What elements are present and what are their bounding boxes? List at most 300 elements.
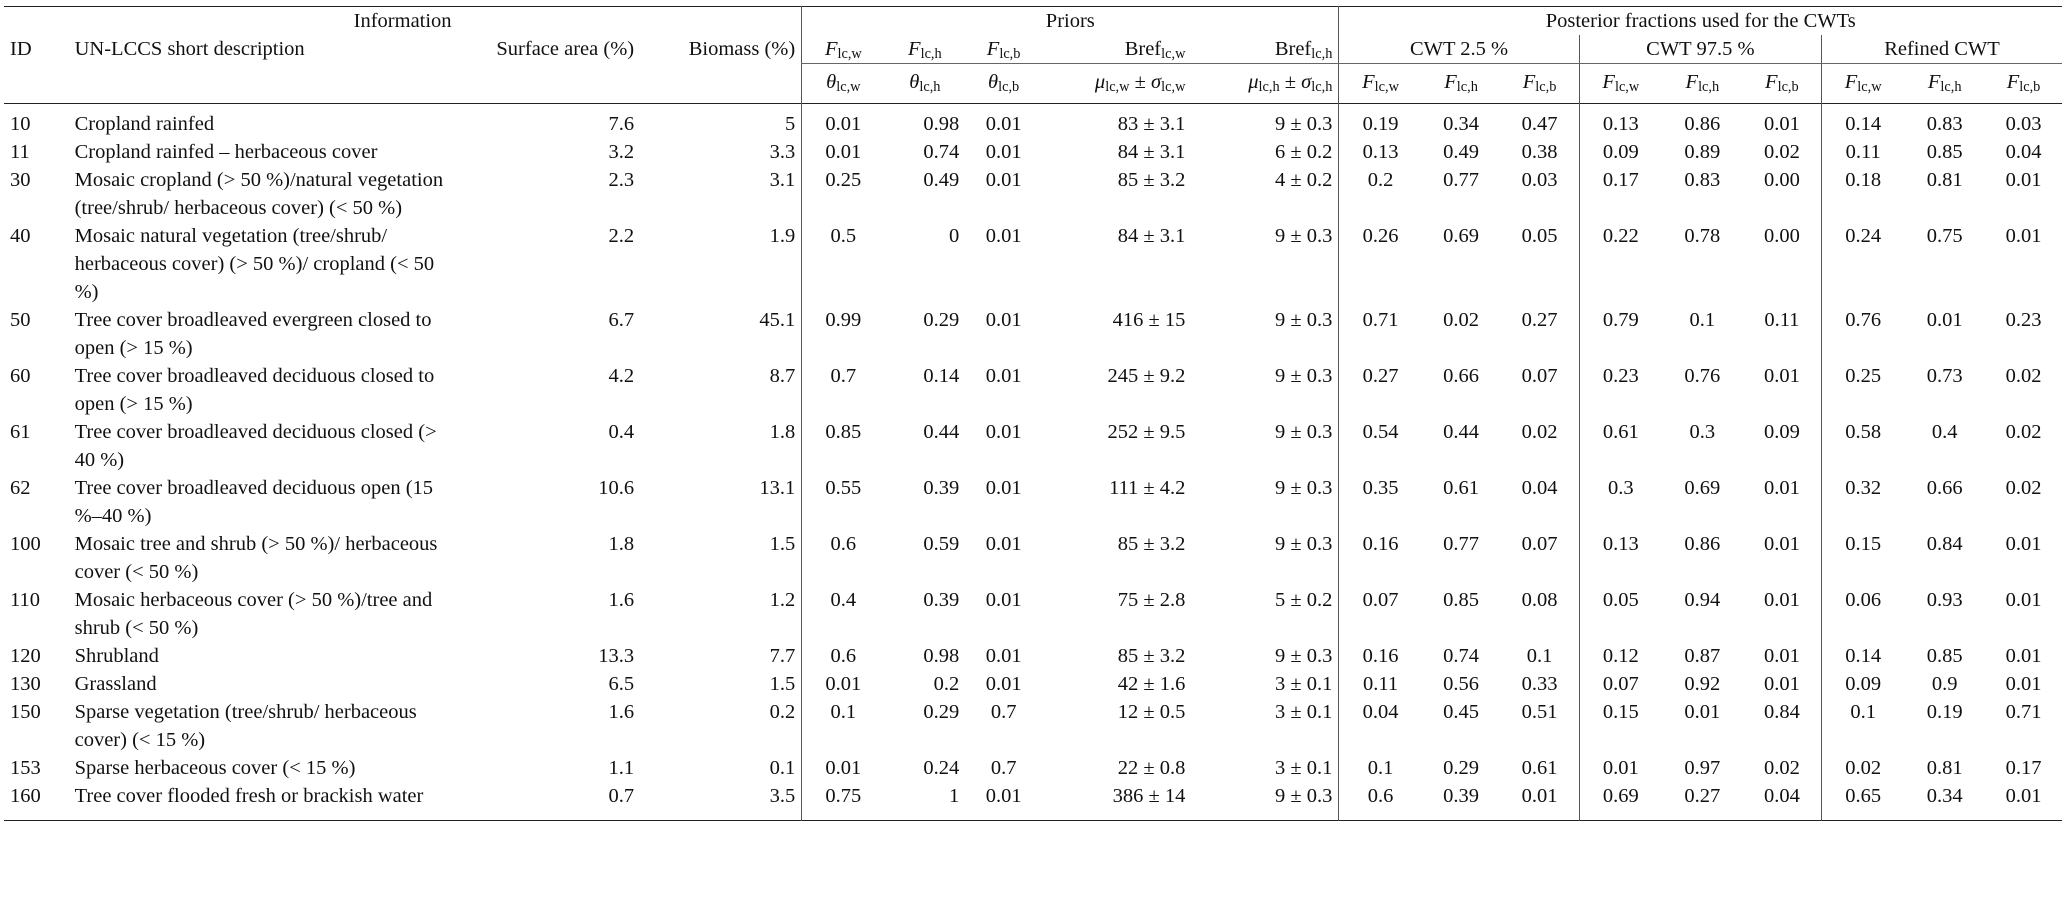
cell-bw: 84 ± 3.1 [1117,225,1186,247]
cell-biomass: 1.2 [769,589,796,611]
cell-rb: 0.01 [2005,673,2042,695]
cell-lh: 0.77 [1443,169,1479,191]
cell-lw: 0.19 [1339,104,1422,139]
cell-lw: 0.6 [1339,782,1422,821]
table-row [4,754,2062,782]
cell-rh: 0.85 [1926,141,1963,163]
cell-hb: 0.84 [1763,701,1800,723]
cell-surface: 0.7 [608,785,635,807]
cell-lb: 0.07 [1521,365,1558,387]
cell-hb: 0.00 [1763,225,1800,247]
cell-surface: 0.4 [608,421,635,443]
cell-rw: 0.14 [1822,104,1905,139]
cell-desc: Tree cover broadleaved deciduous closed to open (> 15 %) [74,365,435,415]
cell-bw: 85 ± 3.2 [1117,169,1186,191]
cell-rb: 0.03 [2005,113,2042,135]
cell-lh: 0.45 [1443,701,1479,723]
cell-bh: 9 ± 0.3 [1275,645,1333,667]
cell-rh: 0.4 [1931,421,1958,443]
cell-rw: 0.25 [1822,362,1905,418]
cell-bw: 22 ± 0.8 [1117,757,1186,779]
cell-bh: 9 ± 0.3 [1275,421,1333,443]
cell-ph: 0.39 [923,477,960,499]
cell-id: 150 [10,701,41,723]
cell-pw: 0.5 [802,222,885,306]
cell-lh: 0.02 [1443,309,1479,331]
cell-lh: 0.39 [1443,785,1479,807]
cell-bw: 85 ± 3.2 [1117,645,1186,667]
cell-hw: 0.05 [1579,586,1662,642]
cell-pb: 0.01 [985,225,1022,247]
cell-desc: Cropland rainfed – herbaceous cover [74,141,378,163]
cell-hw: 0.61 [1579,418,1662,474]
cwt-low-header: CWT 2.5 % [1339,35,1579,64]
cell-hb: 0.01 [1763,477,1800,499]
cell-ph: 0.49 [923,169,960,191]
low-flch-header: $F_{lc,h}$ [1444,71,1478,95]
cell-pb: 0.01 [985,113,1022,135]
cell-pw: 0.1 [802,698,885,754]
cell-rb: 0.01 [2005,589,2042,611]
cell-surface: 1.6 [608,589,635,611]
cell-bh: 6 ± 0.2 [1275,141,1333,163]
cell-bh: 4 ± 0.2 [1275,169,1333,191]
table-row [4,782,2062,821]
cell-pb: 0.01 [985,589,1022,611]
cell-rw: 0.09 [1822,670,1905,698]
cell-rh: 0.81 [1926,757,1963,779]
cell-biomass: 1.8 [769,421,796,443]
cell-bw: 12 ± 0.5 [1117,701,1186,723]
cell-hb: 0.02 [1763,141,1800,163]
cell-bh: 9 ± 0.3 [1275,477,1333,499]
cell-hh: 0.94 [1684,589,1721,611]
cell-hh: 0.3 [1689,421,1716,443]
cell-surface: 4.2 [608,365,635,387]
cell-ph: 0 [949,225,960,247]
cell-lw: 0.16 [1339,530,1422,586]
cell-bh: 9 ± 0.3 [1275,225,1333,247]
cell-lb: 0.1 [1526,645,1553,667]
cell-rb: 0.17 [2005,757,2042,779]
cell-bh: 9 ± 0.3 [1275,113,1333,135]
cell-desc: Mosaic cropland (> 50 %)/natural vegetation (tree/shrub/ herbaceous cover) (< 50 %) [74,169,444,219]
cell-rb: 0.02 [2005,365,2042,387]
cell-lh: 0.69 [1443,225,1479,247]
priors-header: Priors [802,7,1339,36]
cell-bh: 3 ± 0.1 [1275,673,1333,695]
cell-lh: 0.61 [1443,477,1479,499]
cell-id: 11 [10,141,30,163]
cell-desc: Cropland rainfed [74,113,215,135]
cell-rw: 0.14 [1822,642,1905,670]
cell-lh: 0.74 [1443,645,1479,667]
cell-rw: 0.24 [1822,222,1905,306]
prior-flch-header: $F_{lc,h}$ [885,35,966,64]
cell-rb: 0.71 [2005,701,2042,723]
cell-pb: 0.01 [985,477,1022,499]
cell-hh: 0.01 [1684,701,1721,723]
cell-biomass: 1.9 [769,225,796,247]
high-flcb-header: $F_{lc,b}$ [1765,71,1799,95]
cell-biomass: 0.1 [769,757,796,779]
cell-hw: 0.13 [1579,530,1662,586]
table-row [4,306,2062,362]
cell-id: 153 [10,757,41,779]
cell-lb: 0.33 [1521,673,1558,695]
cell-pw: 0.7 [802,362,885,418]
cell-rb: 0.01 [2005,785,2042,807]
cell-lw: 0.1 [1339,754,1422,782]
cell-hw: 0.79 [1579,306,1662,362]
table-row [4,530,2062,586]
cell-pw: 0.6 [802,530,885,586]
cell-ph: 0.39 [923,589,960,611]
cell-biomass: 0.2 [769,701,796,723]
cell-desc: Shrubland [74,645,159,667]
cell-ph: 0.59 [923,533,960,555]
cell-bw: 386 ± 14 [1112,785,1186,807]
header-row-symbols [4,64,2062,104]
id-header: ID [10,38,32,60]
cell-rh: 0.9 [1931,673,1958,695]
cell-rw: 0.06 [1822,586,1905,642]
cell-bw: 83 ± 3.1 [1117,113,1186,135]
cell-pb: 0.01 [985,169,1022,191]
cell-hw: 0.22 [1579,222,1662,306]
cell-lh: 0.49 [1443,141,1479,163]
cell-surface: 1.8 [608,533,635,555]
cell-lb: 0.03 [1521,169,1558,191]
cell-rh: 0.19 [1926,701,1963,723]
prior-flcw-header: $F_{lc,w}$ [802,35,885,64]
cell-id: 120 [10,645,41,667]
cell-rh: 0.66 [1926,477,1963,499]
posterior-header: Posterior fractions used for the CWTs [1339,7,2062,36]
cell-biomass: 1.5 [769,533,796,555]
cell-rb: 0.01 [2005,225,2042,247]
cell-surface: 13.3 [598,645,635,667]
cell-ph: 0.29 [923,309,960,331]
desc-header: UN-LCCS short description [74,38,305,60]
cell-biomass: 1.5 [769,673,796,695]
cell-pw: 0.4 [802,586,885,642]
cell-surface: 7.6 [608,113,635,135]
cell-desc: Sparse herbaceous cover (< 15 %) [74,757,356,779]
cell-bh: 9 ± 0.3 [1275,309,1333,331]
cell-lw: 0.35 [1339,474,1422,530]
cwt-table [4,6,2062,821]
cell-rh: 0.73 [1926,365,1963,387]
cell-pw: 0.85 [802,418,885,474]
cell-rh: 0.84 [1926,533,1963,555]
cell-ph: 0.98 [923,645,960,667]
cell-rw: 0.76 [1822,306,1905,362]
cell-id: 160 [10,785,41,807]
table-row [4,474,2062,530]
theta-w-header: $\theta_{lc,w}$ [802,64,885,104]
cell-pw: 0.75 [802,782,885,821]
cell-rh: 0.83 [1926,113,1963,135]
cell-hb: 0.01 [1763,533,1800,555]
table-row [4,670,2062,698]
cell-pw: 0.6 [802,642,885,670]
cell-hw: 0.01 [1579,754,1662,782]
cell-rb: 0.01 [2005,533,2042,555]
cell-surface: 6.5 [608,673,635,695]
table-row [4,222,2062,306]
cell-bw: 245 ± 9.2 [1107,365,1186,387]
table-row [4,104,2062,139]
cell-lb: 0.47 [1521,113,1558,135]
cell-pb: 0.7 [990,757,1017,779]
cell-rb: 0.02 [2005,421,2042,443]
cell-lb: 0.07 [1521,533,1558,555]
cell-hh: 0.83 [1684,169,1721,191]
cell-rb: 0.04 [2005,141,2042,163]
cell-desc: Mosaic tree and shrub (> 50 %)/ herbaceous cover (< 50 %) [74,533,438,583]
cell-hh: 0.78 [1684,225,1721,247]
cell-bw: 84 ± 3.1 [1117,141,1186,163]
cell-surface: 2.3 [608,169,635,191]
cell-bw: 75 ± 2.8 [1117,589,1186,611]
cell-hw: 0.69 [1579,782,1662,821]
cell-hh: 0.69 [1684,477,1721,499]
cell-hw: 0.23 [1579,362,1662,418]
cell-rh: 0.81 [1926,169,1963,191]
cell-hb: 0.01 [1763,673,1800,695]
cell-rb: 0.01 [2005,645,2042,667]
cell-hb: 0.01 [1763,365,1800,387]
cell-rw: 0.11 [1822,138,1905,166]
high-flcw-header: $F_{lc,w}$ [1579,64,1662,104]
surface-header: Surface area (%) [496,38,635,60]
cell-hb: 0.01 [1763,589,1800,611]
cell-pw: 0.55 [802,474,885,530]
cell-bh: 3 ± 0.1 [1275,757,1333,779]
cell-rw: 0.02 [1822,754,1905,782]
cell-hh: 0.89 [1684,141,1721,163]
cell-pw: 0.01 [802,104,885,139]
cell-biomass: 3.1 [769,169,796,191]
cell-hh: 0.86 [1684,113,1721,135]
cell-surface: 1.6 [608,701,635,723]
cell-lb: 0.38 [1521,141,1558,163]
cell-desc: Tree cover broadleaved evergreen closed to open (> 15 %) [74,309,432,359]
ref-flcb-header: $F_{lc,b}$ [2006,71,2041,95]
cell-pw: 0.01 [802,670,885,698]
cell-lb: 0.61 [1521,757,1558,779]
cell-hw: 0.07 [1579,670,1662,698]
cell-lh: 0.44 [1443,421,1479,443]
cell-hb: 0.11 [1764,309,1800,331]
cell-rb: 0.23 [2005,309,2042,331]
cell-hb: 0.01 [1763,113,1800,135]
cell-hw: 0.15 [1579,698,1662,754]
cell-ph: 0.24 [923,757,960,779]
cell-lb: 0.08 [1521,589,1558,611]
cell-bw: 111 ± 4.2 [1109,477,1186,499]
cell-bh: 3 ± 0.1 [1275,701,1333,723]
cell-rb: 0.01 [2005,169,2042,191]
cell-hw: 0.17 [1579,166,1662,222]
table-body [4,104,2062,821]
information-header: Information [353,10,452,32]
cell-bh: 9 ± 0.3 [1275,533,1333,555]
header-row-labels [4,35,2062,64]
cell-rh: 0.93 [1926,589,1963,611]
cell-lb: 0.01 [1521,785,1558,807]
mu-sigma-w-header: $\mu_{lc,w} \pm \sigma_{lc,w}$ [1094,71,1186,95]
header-row-groups [4,7,2062,36]
cell-bw: 252 ± 9.5 [1107,421,1186,443]
cell-desc: Sparse vegetation (tree/shrub/ herbaceous cover) (< 15 %) [74,701,417,751]
high-flch-header: $F_{lc,h}$ [1685,71,1720,95]
mu-sigma-h-header: $\mu_{lc,h} \pm \sigma_{lc,h}$ [1248,71,1333,95]
cell-pb: 0.01 [985,785,1022,807]
cell-rw: 0.32 [1822,474,1905,530]
cell-id: 30 [10,169,31,191]
theta-b-header: $\theta_{lc,b}$ [988,71,1020,95]
prior-brefh-header: Bref$_{lc,h}$ [1191,35,1338,64]
cell-lb: 0.04 [1521,477,1558,499]
cell-id: 40 [10,225,31,247]
cell-id: 130 [10,673,41,695]
cell-hh: 0.97 [1684,757,1721,779]
cell-id: 60 [10,365,31,387]
cell-hb: 0.02 [1763,757,1800,779]
cell-biomass: 8.7 [769,365,796,387]
cell-id: 100 [10,533,41,555]
cell-lh: 0.66 [1443,365,1479,387]
cell-desc: Mosaic herbaceous cover (> 50 %)/tree and shrub (< 50 %) [74,589,433,639]
cell-rh: 0.75 [1926,225,1963,247]
cell-hh: 0.86 [1684,533,1721,555]
cell-rw: 0.65 [1822,782,1905,821]
table-row [4,362,2062,418]
cell-lw: 0.71 [1339,306,1422,362]
cell-lb: 0.51 [1521,701,1558,723]
cell-surface: 10.6 [598,477,635,499]
cwt-high-header: CWT 97.5 % [1579,35,1821,64]
cell-biomass: 3.5 [769,785,796,807]
cell-lw: 0.11 [1339,670,1422,698]
ref-flcw-header: $F_{lc,w}$ [1822,64,1905,104]
cell-rw: 0.18 [1822,166,1905,222]
cell-hb: 0.01 [1763,645,1800,667]
cell-pb: 0.7 [990,701,1017,723]
cell-ph: 0.44 [923,421,960,443]
ref-flch-header: $F_{lc,h}$ [1927,71,1962,95]
cell-lw: 0.04 [1339,698,1422,754]
cell-pw: 0.01 [802,754,885,782]
cell-pw: 0.25 [802,166,885,222]
cell-desc: Tree cover broadleaved deciduous closed (> 40 %) [74,421,437,471]
cell-ph: 0.74 [923,141,960,163]
cell-lw: 0.16 [1339,642,1422,670]
table-row [4,698,2062,754]
cell-ph: 0.29 [923,701,960,723]
cell-lw: 0.07 [1339,586,1422,642]
cell-biomass: 7.7 [769,645,796,667]
cell-pw: 0.99 [802,306,885,362]
cell-pb: 0.01 [985,141,1022,163]
cell-pw: 0.01 [802,138,885,166]
cell-bh: 5 ± 0.2 [1275,589,1333,611]
cell-lb: 0.27 [1521,309,1558,331]
cell-hh: 0.27 [1684,785,1721,807]
biomass-header: Biomass (%) [688,38,796,60]
cell-lw: 0.13 [1339,138,1422,166]
cell-hw: 0.12 [1579,642,1662,670]
cell-lw: 0.2 [1339,166,1422,222]
cell-surface: 6.7 [608,309,635,331]
cell-id: 50 [10,309,31,331]
cell-desc: Tree cover broadleaved deciduous open (15 %–40 %) [74,477,434,527]
cell-lb: 0.05 [1521,225,1558,247]
cell-biomass: 45.1 [759,309,796,331]
cell-ph: 0.98 [923,113,960,135]
cell-hw: 0.3 [1579,474,1662,530]
cell-lh: 0.34 [1443,113,1479,135]
cell-pb: 0.01 [985,533,1022,555]
cell-hw: 0.09 [1579,138,1662,166]
cell-rh: 0.85 [1926,645,1963,667]
theta-h-header: $\theta_{lc,h}$ [909,71,941,95]
cell-surface: 1.1 [608,757,635,779]
cell-pb: 0.01 [985,421,1022,443]
prior-brefw-header: Bref$_{lc,w}$ [1042,35,1191,64]
cell-biomass: 13.1 [759,477,796,499]
cell-rw: 0.1 [1822,698,1905,754]
cell-lw: 0.27 [1339,362,1422,418]
cell-biomass: 5 [784,113,796,135]
cell-bh: 9 ± 0.3 [1275,785,1333,807]
cell-bw: 416 ± 15 [1112,309,1186,331]
cell-rw: 0.58 [1822,418,1905,474]
cell-lh: 0.85 [1443,589,1479,611]
prior-flcb-header: $F_{lc,b}$ [965,35,1042,64]
cell-id: 62 [10,477,31,499]
table-row [4,138,2062,166]
cell-hb: 0.09 [1763,421,1800,443]
table-row [4,642,2062,670]
cell-surface: 3.2 [608,141,635,163]
cell-lb: 0.02 [1521,421,1558,443]
table-row [4,418,2062,474]
low-flcw-header: $F_{lc,w}$ [1339,64,1422,104]
cell-hw: 0.13 [1579,104,1662,139]
cell-pb: 0.01 [985,365,1022,387]
cell-rh: 0.01 [1926,309,1963,331]
cell-hh: 0.76 [1684,365,1721,387]
cell-ph: 0.14 [923,365,960,387]
cell-lh: 0.77 [1443,533,1479,555]
cell-pb: 0.01 [985,309,1022,331]
cell-pb: 0.01 [985,645,1022,667]
cell-ph: 1 [949,785,960,807]
cell-rh: 0.34 [1926,785,1963,807]
cell-bw: 85 ± 3.2 [1117,533,1186,555]
cell-surface: 2.2 [608,225,635,247]
cell-bh: 9 ± 0.3 [1275,365,1333,387]
cell-biomass: 3.3 [769,141,796,163]
cell-id: 10 [10,113,31,135]
cell-bw: 42 ± 1.6 [1117,673,1186,695]
cell-desc: Mosaic natural vegetation (tree/shrub/ herbaceous cover) (> 50 %)/ cropland (< 50 %) [74,225,435,303]
cell-hh: 0.92 [1684,673,1721,695]
cell-lh: 0.29 [1443,757,1479,779]
